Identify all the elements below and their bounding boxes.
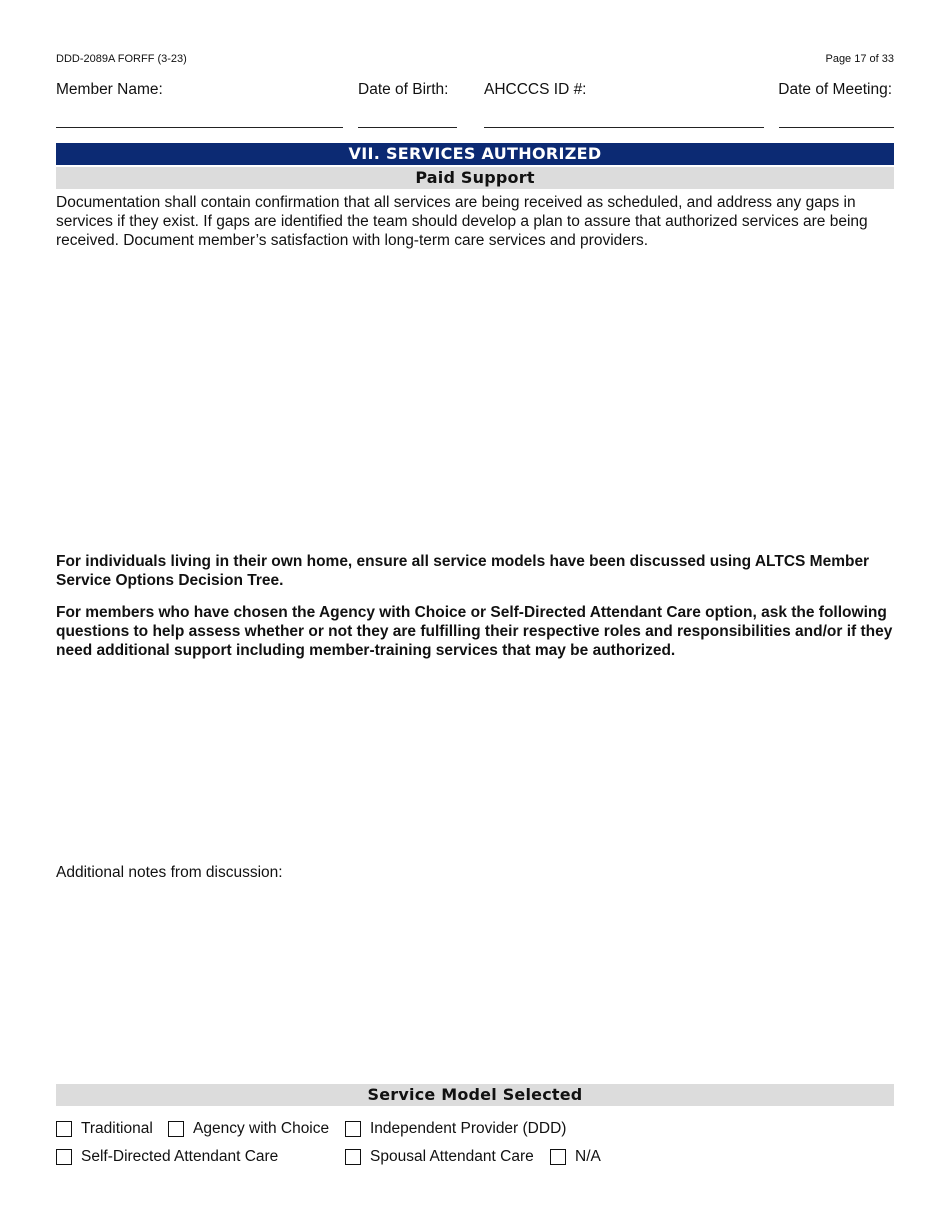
option-na[interactable] bbox=[550, 1146, 601, 1168]
intro-paragraph: Documentation shall contain confirmation that all services are being received as scheduled, and address any gaps in services if they exist. If gaps are identified the team should develop a plan to assure that authorized services are being received. Document member’s satisfaction with long-term care services and providers. bbox=[56, 194, 868, 249]
own-home-note: For individuals living in their own home, ensure all service models have been discussed using ALTCS Member Service Options Decision Tree. bbox=[56, 553, 870, 589]
checkbox[interactable] bbox=[345, 1121, 361, 1137]
additional-notes-area[interactable] bbox=[56, 885, 894, 1077]
option-label: Self-Directed Attendant Care bbox=[81, 1148, 279, 1165]
member-name-label: Member Name: bbox=[56, 81, 163, 98]
option-traditional[interactable] bbox=[56, 1118, 153, 1140]
option-independent-provider[interactable] bbox=[345, 1118, 566, 1140]
date-of-meeting-field[interactable] bbox=[779, 127, 894, 128]
service-model-row-1 bbox=[56, 1118, 894, 1140]
checkbox[interactable] bbox=[345, 1149, 361, 1165]
agency-note: For members who have chosen the Agency with Choice or Self-Directed Attendant Care option, ask the following questions to help assess whether or not they are fulfilling their respective roles and responsibilities and/or if they need additional support including member-training services that may be authorized. bbox=[56, 604, 893, 659]
additional-notes-label: Additional notes from discussion: bbox=[56, 864, 283, 881]
option-label: Agency with Choice bbox=[193, 1120, 330, 1137]
checkbox[interactable] bbox=[56, 1149, 72, 1165]
service-model-title: Service Model Selected bbox=[56, 1084, 894, 1106]
ahcccs-id-label: AHCCCS ID #: bbox=[484, 81, 587, 98]
checkbox[interactable] bbox=[550, 1149, 566, 1165]
option-self-directed-attendant-care[interactable] bbox=[56, 1146, 278, 1168]
option-label: Spousal Attendant Care bbox=[370, 1148, 534, 1165]
date-of-birth-field[interactable] bbox=[358, 127, 457, 128]
option-label: Traditional bbox=[81, 1120, 153, 1137]
date-of-birth-label: Date of Birth: bbox=[358, 81, 449, 98]
section-title: VII. SERVICES AUTHORIZED bbox=[56, 143, 894, 165]
option-label: Independent Provider (DDD) bbox=[370, 1120, 567, 1137]
documentation-response-area[interactable] bbox=[56, 254, 894, 544]
section-subtitle: Paid Support bbox=[56, 167, 894, 189]
member-name-field[interactable] bbox=[56, 127, 343, 128]
checkbox[interactable] bbox=[168, 1121, 184, 1137]
option-spousal-attendant-care[interactable] bbox=[345, 1146, 534, 1168]
date-of-meeting-label: Date of Meeting: bbox=[778, 81, 892, 98]
service-model-row-2 bbox=[56, 1146, 894, 1168]
agency-response-area[interactable] bbox=[56, 664, 894, 859]
form-id: DDD-2089A FORFF (3-23) bbox=[56, 53, 187, 65]
page-number: Page 17 of 33 bbox=[825, 53, 894, 65]
option-agency-with-choice[interactable] bbox=[168, 1118, 329, 1140]
ahcccs-id-field[interactable] bbox=[484, 127, 764, 128]
option-label: N/A bbox=[575, 1148, 601, 1165]
checkbox[interactable] bbox=[56, 1121, 72, 1137]
